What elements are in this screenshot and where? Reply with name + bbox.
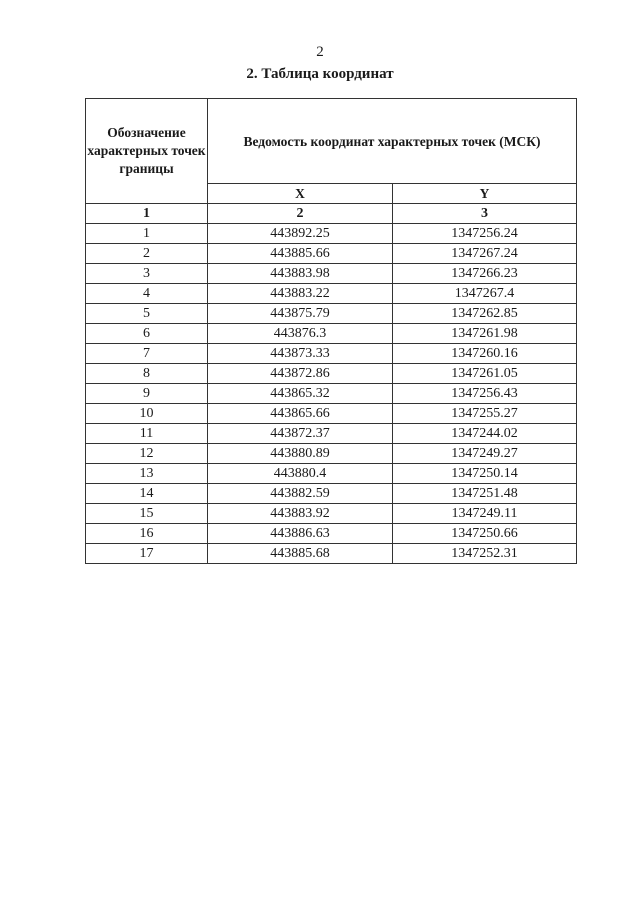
cell-point: 15 xyxy=(86,504,208,524)
column-number-3: 3 xyxy=(393,204,577,224)
cell-point: 16 xyxy=(86,524,208,544)
cell-y: 1347244.02 xyxy=(393,424,577,444)
cell-y: 1347250.66 xyxy=(393,524,577,544)
cell-y: 1347262.85 xyxy=(393,304,577,324)
cell-x: 443873.33 xyxy=(208,344,393,364)
cell-x: 443865.32 xyxy=(208,384,393,404)
cell-y: 1347256.43 xyxy=(393,384,577,404)
cell-y: 1347260.16 xyxy=(393,344,577,364)
table-row xyxy=(86,264,577,284)
cell-point: 1 xyxy=(86,224,208,244)
cell-x: 443883.92 xyxy=(208,504,393,524)
header-y: Y xyxy=(393,184,577,204)
header-x: X xyxy=(208,184,393,204)
table-row xyxy=(86,444,577,464)
cell-y: 1347256.24 xyxy=(393,224,577,244)
cell-point: 8 xyxy=(86,364,208,384)
cell-point: 13 xyxy=(86,464,208,484)
cell-x: 443872.86 xyxy=(208,364,393,384)
cell-y: 1347249.27 xyxy=(393,444,577,464)
cell-y: 1347250.14 xyxy=(393,464,577,484)
cell-x: 443882.59 xyxy=(208,484,393,504)
table-row xyxy=(86,304,577,324)
cell-point: 2 xyxy=(86,244,208,264)
header-statement: Ведомость координат характерных точек (МСК) xyxy=(208,99,577,184)
cell-x: 443885.68 xyxy=(208,544,393,564)
cell-point: 7 xyxy=(86,344,208,364)
cell-y: 1347266.23 xyxy=(393,264,577,284)
column-number-2: 2 xyxy=(208,204,393,224)
table-row xyxy=(86,484,577,504)
table-row xyxy=(86,324,577,344)
cell-point: 11 xyxy=(86,424,208,444)
table-row xyxy=(86,344,577,364)
cell-x: 443880.4 xyxy=(208,464,393,484)
cell-y: 1347251.48 xyxy=(393,484,577,504)
cell-y: 1347252.31 xyxy=(393,544,577,564)
cell-x: 443875.79 xyxy=(208,304,393,324)
cell-x: 443872.37 xyxy=(208,424,393,444)
cell-x: 443892.25 xyxy=(208,224,393,244)
column-number-1: 1 xyxy=(86,204,208,224)
cell-point: 5 xyxy=(86,304,208,324)
table-row xyxy=(86,224,577,244)
cell-x: 443883.98 xyxy=(208,264,393,284)
cell-y: 1347261.05 xyxy=(393,364,577,384)
header-designation: Обозначение характерных точек границы xyxy=(86,99,208,204)
table-row xyxy=(86,524,577,544)
cell-y: 1347267.4 xyxy=(393,284,577,304)
cell-point: 6 xyxy=(86,324,208,344)
cell-point: 12 xyxy=(86,444,208,464)
table-row xyxy=(86,244,577,264)
cell-y: 1347249.11 xyxy=(393,504,577,524)
cell-point: 14 xyxy=(86,484,208,504)
header-row xyxy=(86,99,577,184)
cell-x: 443886.63 xyxy=(208,524,393,544)
cell-x: 443876.3 xyxy=(208,324,393,344)
page-number: 2 xyxy=(316,44,324,60)
page-title: 2. Таблица координат xyxy=(246,66,394,82)
table-row xyxy=(86,424,577,444)
cell-point: 4 xyxy=(86,284,208,304)
table-row xyxy=(86,384,577,404)
table-row xyxy=(86,464,577,484)
cell-point: 10 xyxy=(86,404,208,424)
table-row xyxy=(86,284,577,304)
cell-point: 17 xyxy=(86,544,208,564)
cell-y: 1347255.27 xyxy=(393,404,577,424)
table-row xyxy=(86,544,577,564)
cell-x: 443883.22 xyxy=(208,284,393,304)
cell-point: 9 xyxy=(86,384,208,404)
cell-point: 3 xyxy=(86,264,208,284)
cell-x: 443865.66 xyxy=(208,404,393,424)
column-number-row xyxy=(86,204,577,224)
coordinates-table xyxy=(85,98,577,564)
cell-x: 443885.66 xyxy=(208,244,393,264)
cell-x: 443880.89 xyxy=(208,444,393,464)
table-row xyxy=(86,504,577,524)
cell-y: 1347261.98 xyxy=(393,324,577,344)
table-row xyxy=(86,364,577,384)
cell-y: 1347267.24 xyxy=(393,244,577,264)
table-row xyxy=(86,404,577,424)
